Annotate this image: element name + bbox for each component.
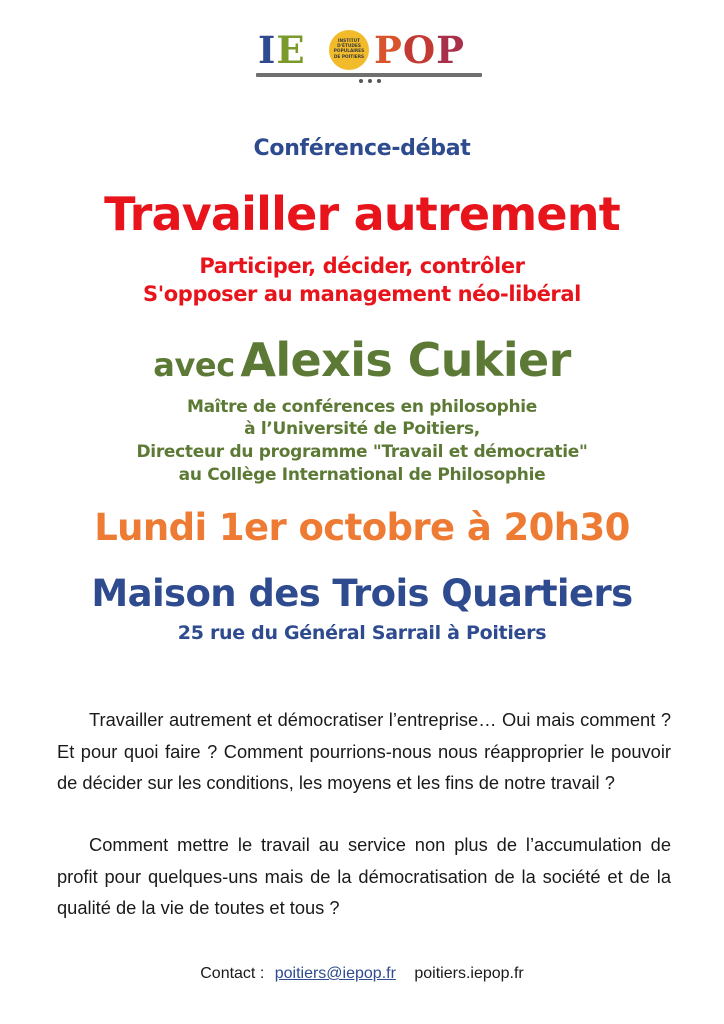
logo-seal-text: INSTITUT D'ÉTUDES POPULAIRES DE POITIERS — [333, 39, 365, 60]
event-subtitle-line: Participer, décider, contrôler — [199, 254, 525, 278]
contact-website: poitiers.iepop.fr — [414, 965, 524, 982]
event-title: Travailler autrement — [104, 187, 620, 241]
event-type: Conférence-débat — [253, 136, 471, 161]
speaker-credential: au Collège International de Philosophie — [178, 465, 546, 485]
speaker-heading — [0, 330, 724, 401]
contact-line — [0, 963, 724, 985]
event-date: Lundi 1er octobre à 20h30 — [94, 506, 630, 549]
speaker-name: Alexis Cukier — [240, 333, 571, 387]
speaker-credential: à l’Université de Poitiers, — [244, 419, 480, 439]
speaker-credential: Directeur du programme "Travail et démocratie" — [136, 442, 588, 462]
logo-wordmark — [254, 28, 484, 72]
logo-ie-letters: IE — [258, 28, 306, 72]
logo-dots — [359, 79, 381, 83]
contact-email-link[interactable]: poitiers@iepop.fr — [274, 965, 396, 982]
event-address: 25 rue du Général Sarrail à Poitiers — [177, 622, 547, 644]
event-venue: Maison des Trois Quartiers — [91, 572, 633, 615]
logo-seal-circle — [329, 30, 369, 70]
description-paragraph: Comment mettre le travail au service non plus de l’accumulation de profit pour quelques-uns mais de la démocratisation de la société et de la qualité de la vie de toutes et tous ? — [57, 834, 671, 918]
iepop-logo — [254, 28, 484, 84]
contact-label: Contact : — [200, 965, 265, 982]
logo-underline-bar — [256, 73, 482, 77]
event-subtitle-line: S'opposer au management néo-libéral — [143, 282, 581, 306]
speaker-prefix: avec — [153, 346, 235, 384]
logo-pop-letters: POP — [374, 28, 465, 72]
description-paragraph: Travailler autrement et démocratiser l’entreprise… Oui mais comment ? Et pour quoi faire ? Comment pourrions-nous nous réapproprier le pouvoir de décider sur les conditions, les moyens et les fins de notre travail ? — [57, 709, 671, 793]
speaker-credential: Maître de conférences en philosophie — [186, 397, 538, 417]
